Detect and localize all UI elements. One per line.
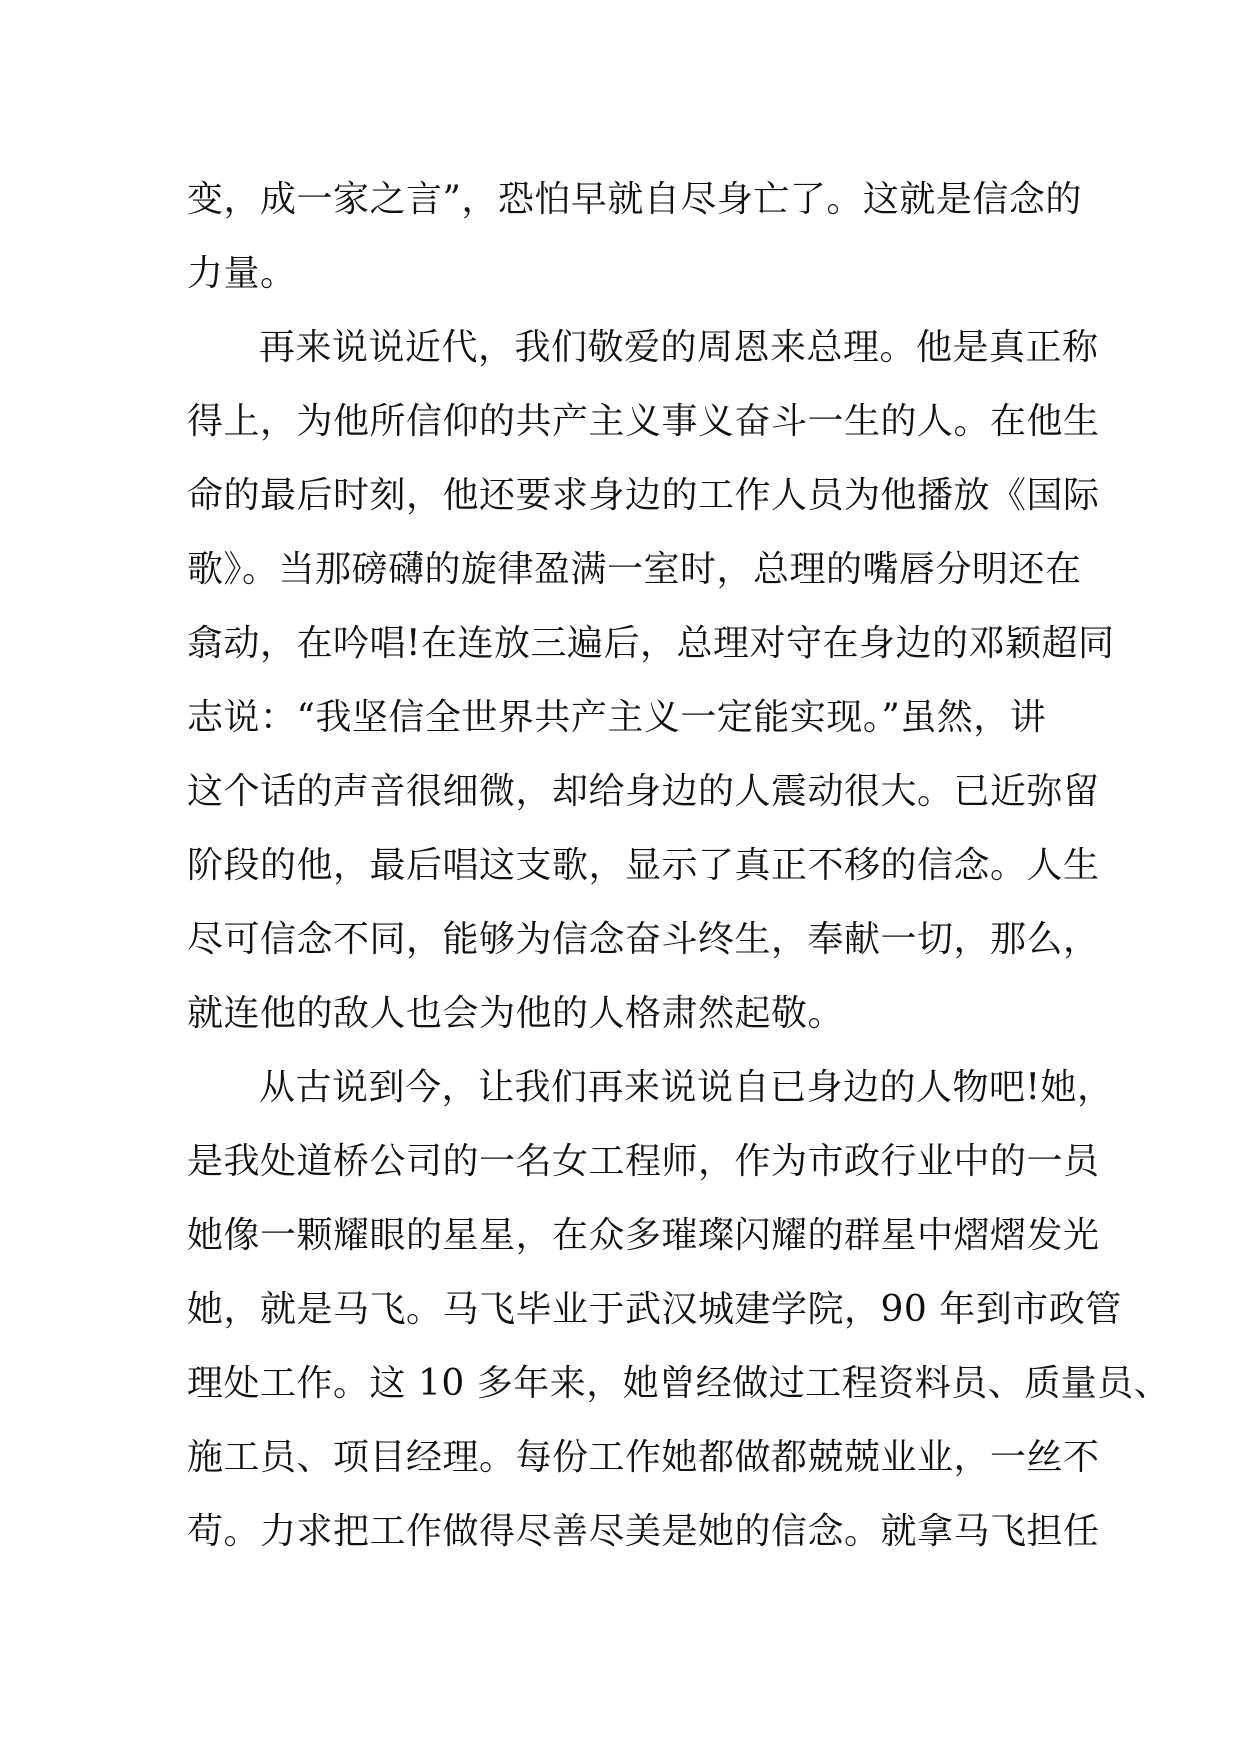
text-line: 得上，为他所信仰的共产主义事义奋斗一生的人。在他生 (187, 401, 1100, 442)
text-line: 力量。 (187, 253, 297, 294)
text-line: 苟。力求把工作做得尽善尽美是她的信念。就拿马飞担任 (187, 1511, 1100, 1552)
text-line: 命的最后时刻，他还要求身边的工作人员为他播放《国际 (187, 475, 1100, 516)
text-line: 理处工作。这 10 多年来，她曾经做过工程资料员、质量员、 (187, 1363, 1171, 1404)
paragraph-start-line: 再来说说近代，我们敬爱的周恩来总理。他是真正称 (259, 327, 1099, 368)
paragraph-start-line: 从古说到今，让我们再来说说自已身边的人物吧!她， (259, 1067, 1114, 1108)
text-line: 尽可信念不同，能够为信念奋斗终生，奉献一切，那么， (187, 919, 1100, 960)
text-line: 这个话的声音很细微，却给身边的人震动很大。已近弥留 (187, 771, 1100, 812)
text-line: 歌》。当那磅礴的旋律盈满一室时，总理的嘴唇分明还在 (187, 549, 1082, 590)
text-line: 志说：“我坚信全世界共产主义一定能实现。”虽然，讲 (187, 697, 1047, 738)
text-line: 她像一颗耀眼的星星，在众多璀璨闪耀的群星中熠熠发光 (187, 1215, 1100, 1256)
text-line: 翕动，在吟唱!在连放三遍后，总理对守在身边的邓颖超同 (187, 623, 1115, 664)
text-line: 施工员、项目经理。每份工作她都做都兢兢业业，一丝不 (187, 1437, 1100, 1478)
text-line: 阶段的他，最后唱这支歌，显示了真正不移的信念。人生 (187, 845, 1100, 886)
text-line: 变，成一家之言”，恐怕早就自尽身亡了。这就是信念的 (187, 179, 1082, 220)
text-line: 她，就是马飞。马飞毕业于武汉城建学院，90 年到市政管 (187, 1289, 1122, 1330)
body-text (187, 163, 1171, 1569)
text-line: 就连他的敌人也会为他的人格肃然起敬。 (187, 993, 845, 1034)
text-line: 是我处道桥公司的一名女工程师，作为市政行业中的一员 (187, 1141, 1100, 1182)
